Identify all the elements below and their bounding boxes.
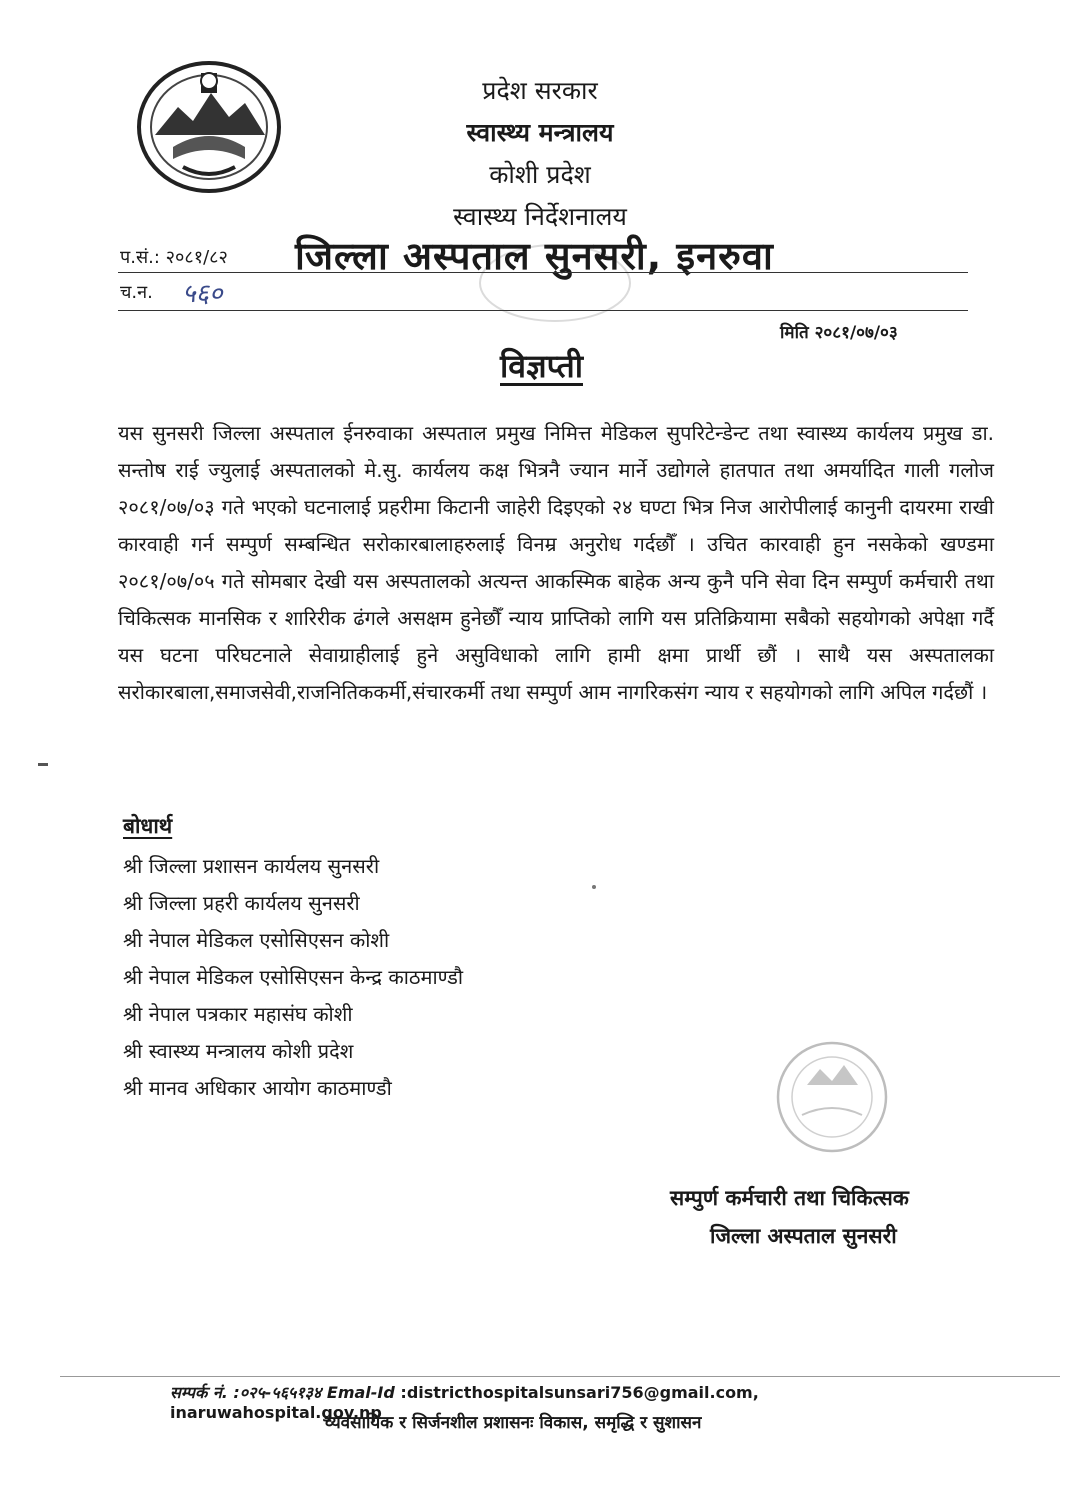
signatory-line-2: जिल्ला अस्पताल सुनसरी [710, 1224, 897, 1248]
office-seal-stamp-icon [752, 1035, 902, 1165]
notice-date [780, 320, 898, 343]
ps-value: २०८१/८२ [165, 247, 228, 268]
header-ministry: स्वास्थ्य मन्त्रालय [466, 118, 614, 147]
cc-list [123, 848, 463, 1107]
header-province: कोशी प्रदेश [489, 160, 591, 189]
header-province-government: प्रदेश सरकार [482, 76, 598, 105]
email-label: Emal-Id [326, 1383, 395, 1402]
office-header [330, 70, 750, 238]
date-value: २०८१/०७/०३ [814, 323, 898, 343]
hospital-name: जिल्ला अस्पताल सुनसरी, इनरुवा [295, 234, 774, 278]
email-value[interactable]: :districthospitalsunsari756@gmail.com, [400, 1383, 759, 1402]
website-link[interactable]: inaruwahospital.gov.np [170, 1403, 382, 1422]
cc-item: श्री नेपाल पत्रकार महासंघ कोशी [123, 1002, 353, 1026]
ps-label: प.सं.: [120, 247, 160, 268]
cc-item: श्री मानव अधिकार आयोग काठमाण्डौ [123, 1076, 392, 1100]
notice-title: विज्ञप्ती [500, 347, 583, 385]
header-directorate: स्वास्थ्य निर्देशनालय [453, 202, 627, 231]
reference-number [120, 245, 228, 269]
cc-item: श्री जिल्ला प्रहरी कार्यलय सुनसरी [123, 891, 360, 915]
dispatch-label: च.न. [120, 282, 153, 303]
cc-item: श्री स्वास्थ्य मन्त्रालय कोशी प्रदेश [123, 1039, 354, 1063]
footer-motto: व्यवसायिक र सिर्जनशील प्रशासनः विकास, समृद्धि र सुशासन [325, 1413, 702, 1433]
cc-heading: बोधार्थ [123, 814, 173, 838]
date-label: मिति [780, 323, 809, 343]
contact-value: :०२५-५६५१३४ [233, 1383, 322, 1402]
notice-body: यस सुनसरी जिल्ला अस्पताल ईनरुवाका अस्पताल प्रमुख निमित्त मेडिकल सुपरिटेन्डेन्ट तथा स्वास्थ्य कार्यलय प्रमुख डा. सन्तोष राई ज्युलाई अस्पतालको मे.सु. कार्यलय कक्ष भित्रनै ज्यान मार्ने उद्योगले हातपात तथा अमर्यादित गाली गलोज २०८१/०७/०३ गते भएको घटनालाई प्रहरीमा किटानी जाहेरी दिइएको २४ घण्टा भित्र निज आरोपीलाई कानुनी दायरमा राखी कारवाही गर्न सम्पुर्ण सम्बन्धित सरोकारबालाहरुलाई विनम्र अनुरोध गर्दछौँ । उचित कारवाही हुन नसकेको खण्डमा २०८१/०७/०५ गते सोमबार देखी यस अस्पतालको अत्यन्त आकस्मिक बाहेक अन्य कुनै पनि सेवा दिन सम्पुर्ण कर्मचारी तथा चिकित्सक मानसिक र शारिरीक ढंगले असक्षम हुनेछौँ न्याय प्राप्तिको लागि यस प्रतिक्रियामा सबैको सहयोगको अपेक्षा गर्दै यस घटना परिघटनाले सेवाग्राहीलाई हुने असुविधाको लागि हामी क्षमा प्रार्थी छौं । साथै यस अस्पतालका सरोकारबाला,समाजसेवी,राजनितिककर्मी,संचारकर्मी तथा सम्पुर्ण आम नागरिकसंग न्याय र सहयोगको लागि अपिल गर्दछौं । [118, 421, 994, 704]
contact-label: सम्पर्क नं. [170, 1383, 228, 1402]
signatory-line-1: सम्पुर्ण कर्मचारी तथा चिकित्सक [670, 1186, 909, 1210]
divider [118, 272, 968, 273]
government-emblem-icon [133, 55, 285, 195]
cc-item: श्री नेपाल मेडिकल एसोसिएसन कोशी [123, 928, 390, 952]
dispatch-number: ५६० [182, 279, 223, 309]
scan-dot [592, 885, 596, 889]
scan-mark [38, 763, 48, 766]
cc-item: श्री जिल्ला प्रशासन कार्यलय सुनसरी [123, 854, 380, 878]
divider [118, 310, 968, 311]
footer-divider [60, 1376, 1060, 1377]
cc-item: श्री नेपाल मेडिकल एसोसिएसन केन्द्र काठमाण्डौ [123, 965, 464, 989]
